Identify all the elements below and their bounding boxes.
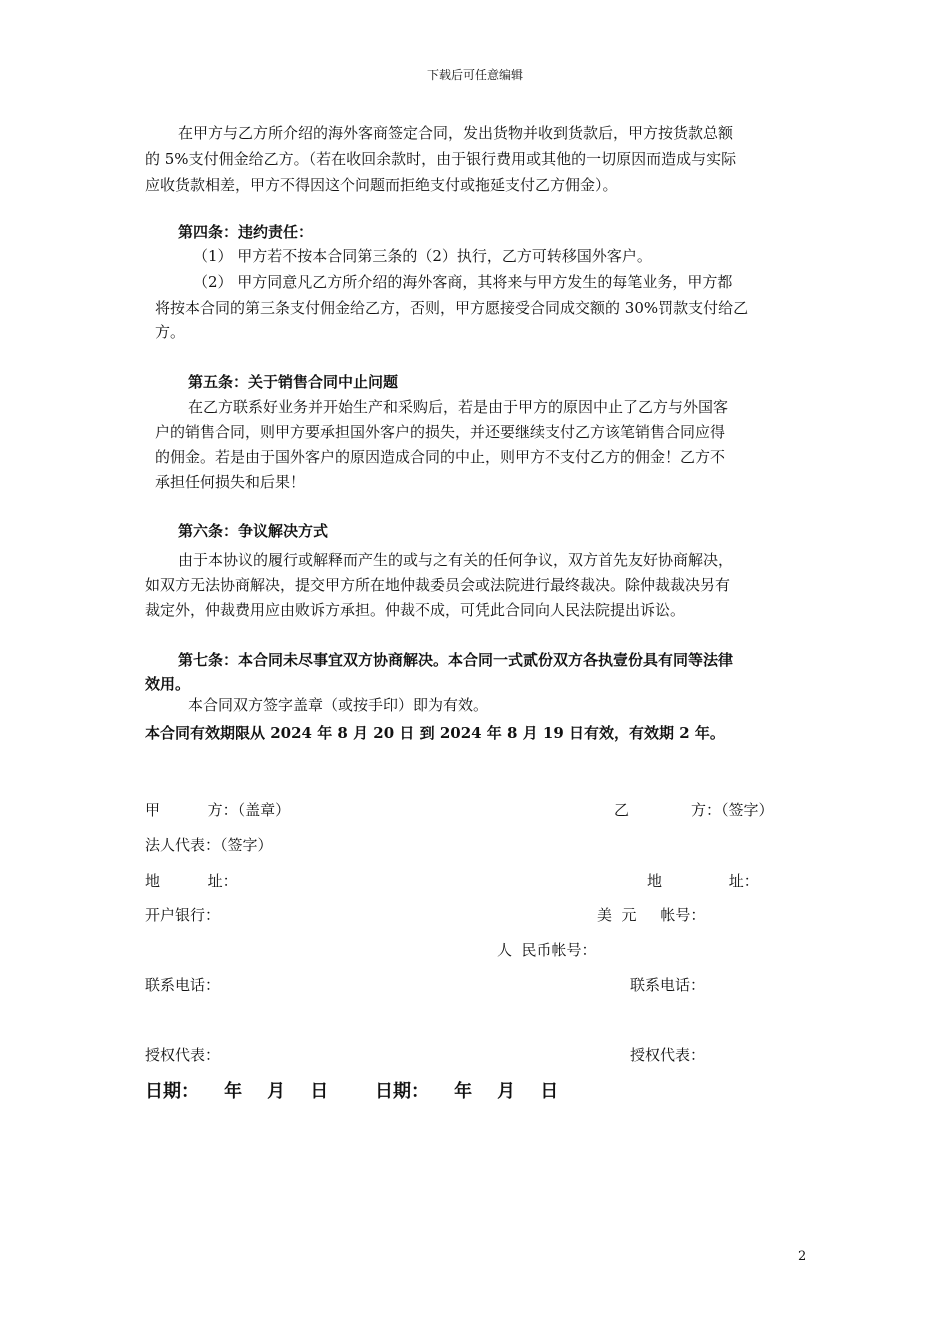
article6-title: 第六条：争议解决方式 [178, 522, 329, 540]
intro-line-3: 应收货款相差，甲方不得因这个问题而拒绝支付或拖延支付乙方佣金）。 [145, 176, 618, 194]
article6-line-1: 由于本协议的履行或解释而产生的或与之有关的任何争议，双方首先友好协商解决， [178, 551, 734, 569]
party-a-label: 甲 方：（盖章） [145, 801, 291, 819]
date-a-label: 日期： 年 月 日 [145, 1081, 329, 1102]
rmb-account-label: 人 民币帐号： [497, 941, 597, 959]
validity-statement: 本合同有效期限从 2024 年 8 月 20 日 到 2024 年 8 月 19 日有效，有效期 2 年。 [145, 724, 725, 742]
article4-line-3: 将按本合同的第三条支付佣金给乙方，否则，甲方愿接受合同成交额的 30%罚款支付给乙 [155, 299, 749, 317]
article5-line-2: 户的销售合同，则甲方要承担国外客户的损失，并还要继续支付乙方该笔销售合同应得 [155, 423, 726, 441]
article7-line-2: 效用。 [145, 675, 191, 693]
usd-account-label: 美 元 帐号： [597, 906, 706, 924]
intro-line-1: 在甲方与乙方所介绍的海外客商签定合同，发出货物并收到货款后，甲方按货款总额 [178, 124, 734, 142]
article7-line-1: 第七条：本合同未尽事宜双方协商解决。本合同一式贰份双方各执壹份具有同等法律 [178, 651, 734, 669]
article6-line-3: 裁定外，仲裁费用应由败诉方承担。仲裁不成，可凭此合同向人民法院提出诉讼。 [145, 601, 686, 619]
party-b-label: 乙 方：（签字） [614, 801, 774, 819]
article5-title: 第五条：关于销售合同中止问题 [188, 373, 399, 391]
article4-line-1: （1） 甲方若不按本合同第三条的（2）执行，乙方可转移国外客户。 [193, 247, 652, 265]
page-header: 下载后可任意编辑 [426, 68, 523, 82]
phone-a-label: 联系电话： [145, 976, 221, 994]
address-b-label: 地 址： [647, 872, 759, 890]
article4-line-4: 方。 [155, 323, 186, 341]
auth-rep-a-label: 授权代表： [145, 1046, 221, 1064]
article5-line-1: 在乙方联系好业务并开始生产和采购后，若是由于甲方的原因中止了乙方与外国客 [188, 398, 729, 416]
intro-line-2: 的 5%支付佣金给乙方。（若在收回余款时，由于银行费用或其他的一切原因而造成与实际 [145, 150, 737, 168]
article4-line-2: （2） 甲方同意凡乙方所介绍的海外客商，其将来与甲方发生的每笔业务，甲方都 [193, 273, 733, 291]
article4-title: 第四条：违约责任： [178, 223, 314, 241]
legal-rep-label: 法人代表：（签字） [145, 836, 273, 854]
bank-label: 开户银行： [145, 906, 221, 924]
auth-rep-b-label: 授权代表： [630, 1046, 706, 1064]
address-a-label: 地 址： [145, 872, 238, 890]
phone-b-label: 联系电话： [630, 976, 706, 994]
article5-line-3: 的佣金。若是由于国外客户的原因造成合同的中止，则甲方不支付乙方的佣金！乙方不 [155, 448, 726, 466]
article5-line-4: 承担任何损失和后果！ [155, 473, 306, 491]
article7-line-3: 本合同双方签字盖章（或按手印）即为有效。 [188, 696, 489, 714]
article6-line-2: 如双方无法协商解决，提交甲方所在地仲裁委员会或法院进行最终裁决。除仲裁裁决另有 [145, 576, 731, 594]
date-b-label: 日期： 年 月 日 [375, 1081, 559, 1102]
page-number: 2 [798, 1249, 807, 1264]
